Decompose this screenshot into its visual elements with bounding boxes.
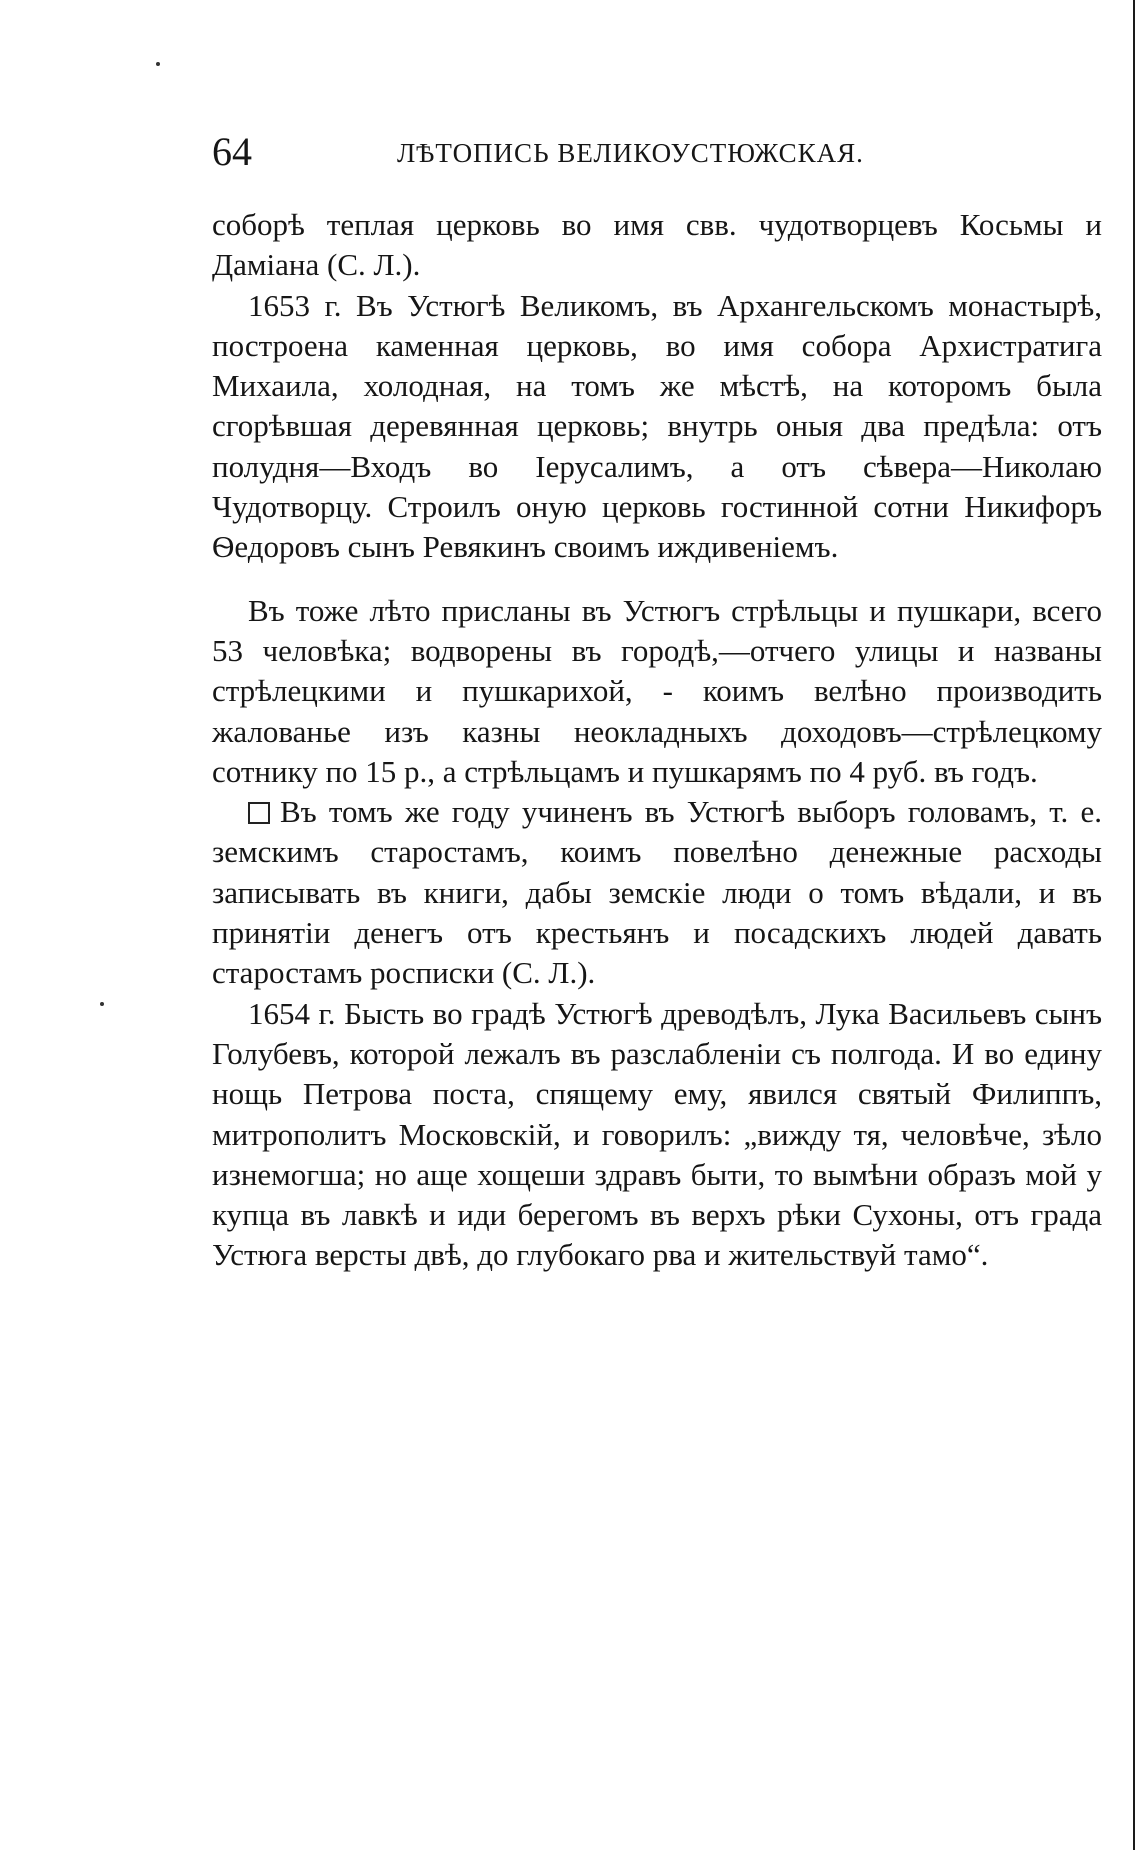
paragraph-1654: 1654 г. Бысть во градѣ Устюгѣ древодѣлъ, Лука Васильевъ сынъ Голубевъ, которой лежалъ въ разслабленіи съ полгода. И во едину нощь Петрова поста, спящему ему, явился святый Филиппъ, митрополитъ Московскій, и говорилъ: „вижду тя, человѣче, зѣло изнемогша; но аще хощеши здравъ быти, то вымѣни образъ мой у купца въ лавкѣ и иди берегомъ въ верхъ рѣки Сухоны, отъ града Устюга версты двѣ, до глубокаго рва и жительствуй тамо“. <box>212 995 1102 1273</box>
page-edge-line <box>1133 0 1135 1850</box>
page-speck <box>100 1002 104 1006</box>
running-title: ЛѢТОПИСЬ ВЕЛИКОУСТЮЖСКАЯ. <box>397 138 864 168</box>
page-number: 64 <box>212 129 252 174</box>
checkbox-mark-icon <box>248 802 270 824</box>
paragraph-streltsy: Въ тоже лѣто присланы въ Устюгъ стрѣльцы и пушкари, всего 53 человѣка; водворены въ городѣ,—отчего улицы и названы стрѣлецкими и пушкарихой, - коимъ велѣно производить жалованье изъ казны неокладныхъ доходовъ—стрѣлецкому сотнику по 15 р., а стрѣльцамъ и пушкарямъ по 4 руб. въ годъ. <box>212 592 1102 789</box>
page-speck <box>156 62 160 66</box>
page-header <box>212 128 1112 188</box>
paragraph-continuation: соборѣ теплая церковь во имя свв. чудотворцевъ Косьмы и Даміана (С. Л.). <box>212 207 1102 283</box>
body-text <box>212 205 1102 1276</box>
paragraph-elders <box>212 792 1102 993</box>
paragraph-1653: 1653 г. Въ Устюгѣ Великомъ, въ Архангельскомъ монастырѣ, построена каменная церковь, во имя собора Архистратига Михаила, холодная, на томъ же мѣстѣ, на которомъ была сгорѣвшая деревянная церковь; внутрь оныя два предѣла: отъ полудня—Входъ во Іерусалимъ, а отъ сѣвера—Николаю Чудотворцу. Строилъ оную церковь гостинной сотни Никифоръ Ѳедоровъ сынъ Ревякинъ своимъ иждивеніемъ. <box>212 287 1102 565</box>
paragraph-elders-text: Въ томъ же году учиненъ въ Устюгѣ выборъ головамъ, т. е. земскимъ старостамъ, коимъ повелѣно денежные расходы записывать въ книги, дабы земскіе люди о томъ вѣдали, и въ принятіи денегъ отъ крестьянъ и посадскихъ людей давать старостамъ росписки (С. Л.). <box>212 794 1102 991</box>
